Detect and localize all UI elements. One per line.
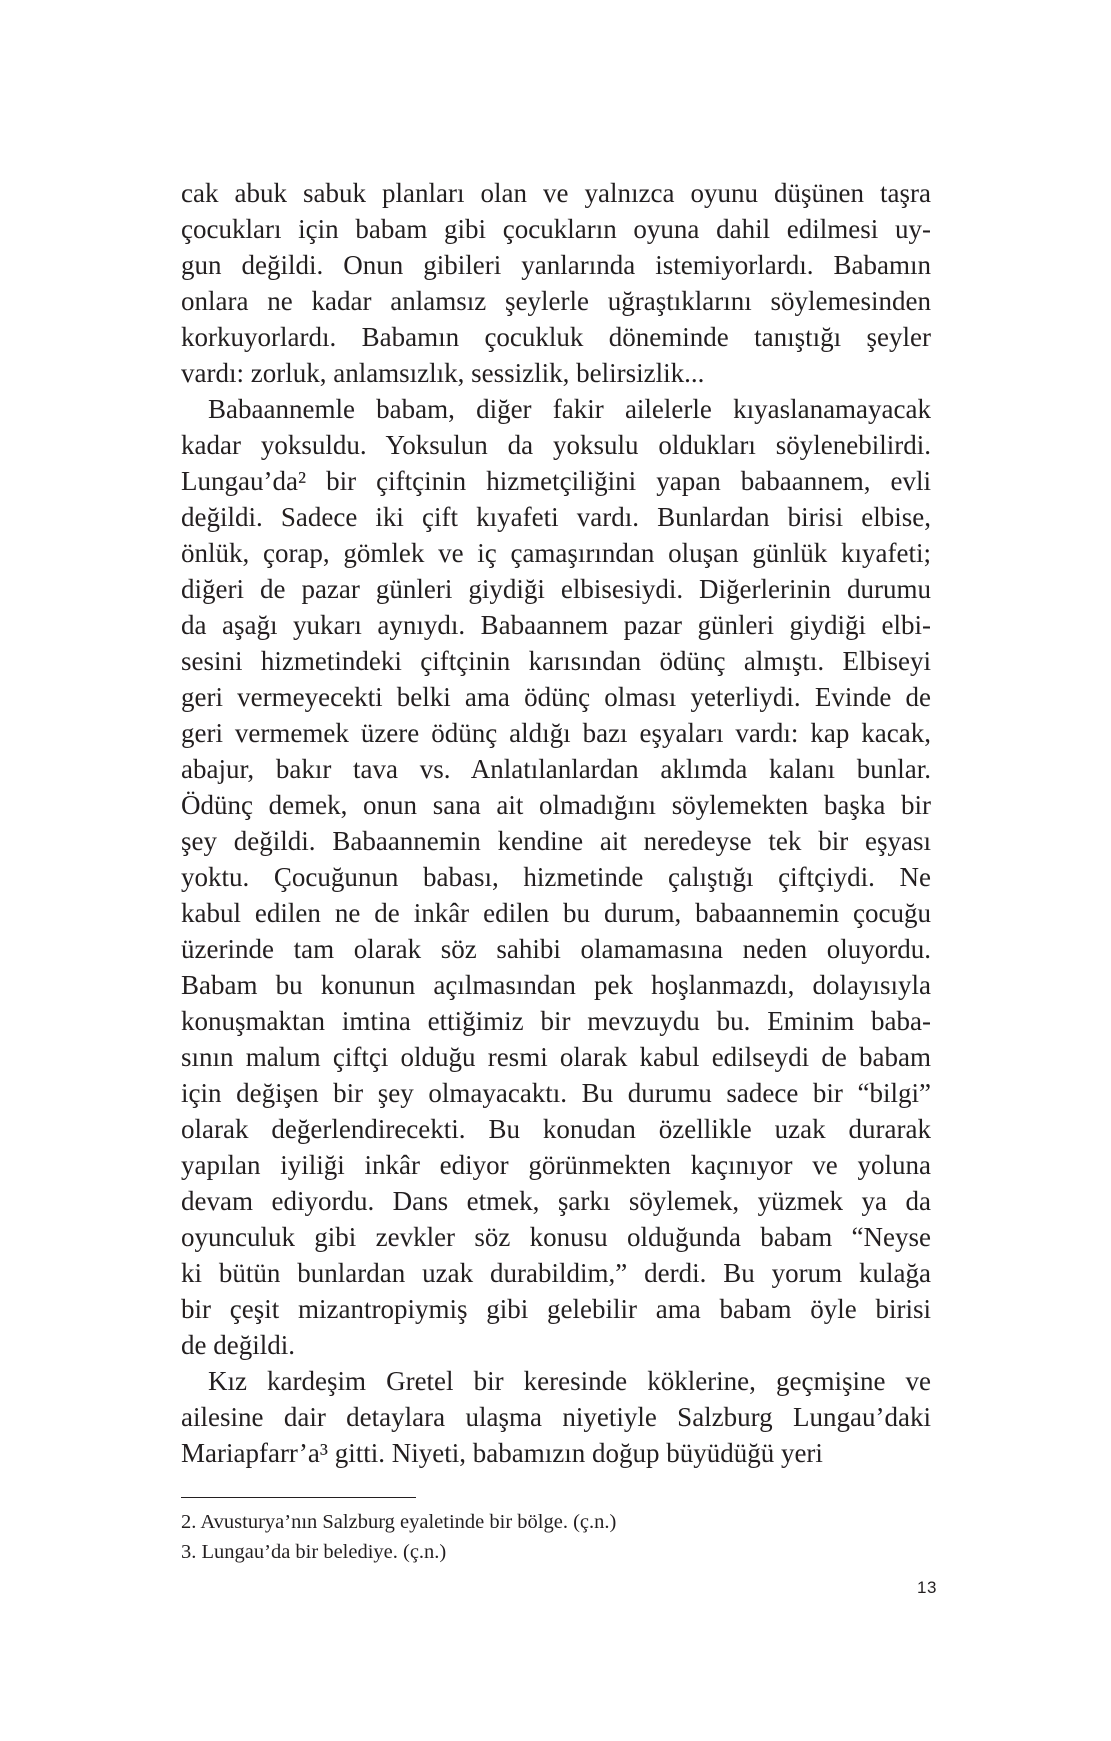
text-line: konuşmaktan imtina ettiğimiz bir mevzuydu bu. Eminim baba- <box>181 1006 931 1036</box>
text-line: Babam bu konunun açılmasından pek hoşlanmazdı, dolayısıyla <box>181 970 931 1000</box>
text-line: yapılan iyiliği inkâr ediyor görünmekten kaçınıyor ve yoluna <box>181 1150 931 1180</box>
paragraph <box>181 1363 931 1471</box>
text-line: Babaannemle babam, diğer fakir ailelerle kıyaslanamayacak <box>208 394 931 424</box>
text-line: da aşağı yukarı aynıydı. Babaannem pazar günleri giydiği elbi- <box>181 610 931 640</box>
text-line: yoktu. Çocuğunun babası, hizmetinde çalıştığı çiftçiydi. Ne <box>181 862 931 892</box>
text-line: ki bütün bunlardan uzak durabildim,” derdi. Bu yorum kulağa <box>181 1258 931 1288</box>
footnote-divider <box>181 1497 416 1498</box>
text-line: geri vermeyecekti belki ama ödünç olması yeterliydi. Evinde de <box>181 682 931 712</box>
body-text <box>181 175 931 1471</box>
text-line: Kız kardeşim Gretel bir keresinde köklerine, geçmişine ve <box>208 1366 931 1396</box>
footnote: 2. Avusturya’nın Salzburg eyaletinde bir bölge. (ç.n.) <box>181 1511 617 1533</box>
text-line: için değişen bir şey olmayacaktı. Bu durumu sadece bir “bilgi” <box>181 1078 931 1108</box>
text-line: şey değildi. Babaannemin kendine ait neredeyse tek bir eşyası <box>181 826 931 856</box>
text-line: önlük, çorap, gömlek ve iç çamaşırından oluşan günlük kıyafeti; <box>181 538 931 568</box>
text-line: onlara ne kadar anlamsız şeylerle uğraştıklarını söylemesinden <box>181 286 931 316</box>
text-line: üzerinde tam olarak söz sahibi olamamasına neden oluyordu. <box>181 934 931 964</box>
paragraph <box>181 391 931 1363</box>
text-line: çocukları için babam gibi çocukların oyuna dahil edilmesi uy- <box>181 214 931 244</box>
text-line: Mariapfarr’a³ gitti. Niyeti, babamızın doğup büyüdüğü yeri <box>181 1438 823 1468</box>
text-line: devam ediyordu. Dans etmek, şarkı söylemek, yüzmek ya da <box>181 1186 931 1216</box>
text-line: oyunculuk gibi zevkler söz konusu olduğunda babam “Neyse <box>181 1222 931 1252</box>
page-number: 13 <box>917 1578 937 1597</box>
text-line: ailesine dair detaylara ulaşma niyetiyle Salzburg Lungau’daki <box>181 1402 931 1432</box>
text-line: cak abuk sabuk planları olan ve yalnızca oyunu düşünen taşra <box>181 178 931 208</box>
text-line: diğeri de pazar günleri giydiği elbisesiydi. Diğerlerinin durumu <box>181 574 931 604</box>
text-line: sının malum çiftçi olduğu resmi olarak kabul edilseydi de babam <box>181 1042 931 1072</box>
text-line: abajur, bakır tava vs. Anlatılanlardan aklımda kalanı bunlar. <box>181 754 931 784</box>
text-line: değildi. Sadece iki çift kıyafeti vardı. Bunlardan birisi elbise, <box>181 502 931 532</box>
footnotes <box>181 1507 931 1567</box>
text-line: de değildi. <box>181 1330 295 1360</box>
text-line: Lungau’da² bir çiftçinin hizmetçiliğini yapan babaannem, evli <box>181 466 931 496</box>
text-line: kabul edilen ne de inkâr edilen bu durum, babaannemin çocuğu <box>181 898 931 928</box>
text-line: bir çeşit mizantropiymiş gibi gelebilir ama babam öyle birisi <box>181 1294 931 1324</box>
text-line: olarak değerlendirecekti. Bu konudan özellikle uzak durarak <box>181 1114 931 1144</box>
text-line: sesini hizmetindeki çiftçinin karısından ödünç almıştı. Elbiseyi <box>181 646 931 676</box>
paragraph <box>181 175 931 391</box>
text-line: kadar yoksuldu. Yoksulun da yoksulu oldukları söylenebilirdi. <box>181 430 931 460</box>
text-line: Ödünç demek, onun sana ait olmadığını söylemekten başka bir <box>181 790 931 820</box>
text-line: korkuyorlardı. Babamın çocukluk döneminde tanıştığı şeyler <box>181 322 931 352</box>
text-line: gun değildi. Onun gibileri yanlarında istemiyorlardı. Babamın <box>181 250 931 280</box>
text-line: vardı: zorluk, anlamsızlık, sessizlik, belirsizlik... <box>181 358 705 388</box>
text-line: geri vermemek üzere ödünç aldığı bazı eşyaları vardı: kap kacak, <box>181 718 931 748</box>
footnote: 3. Lungau’da bir belediye. (ç.n.) <box>181 1541 447 1563</box>
